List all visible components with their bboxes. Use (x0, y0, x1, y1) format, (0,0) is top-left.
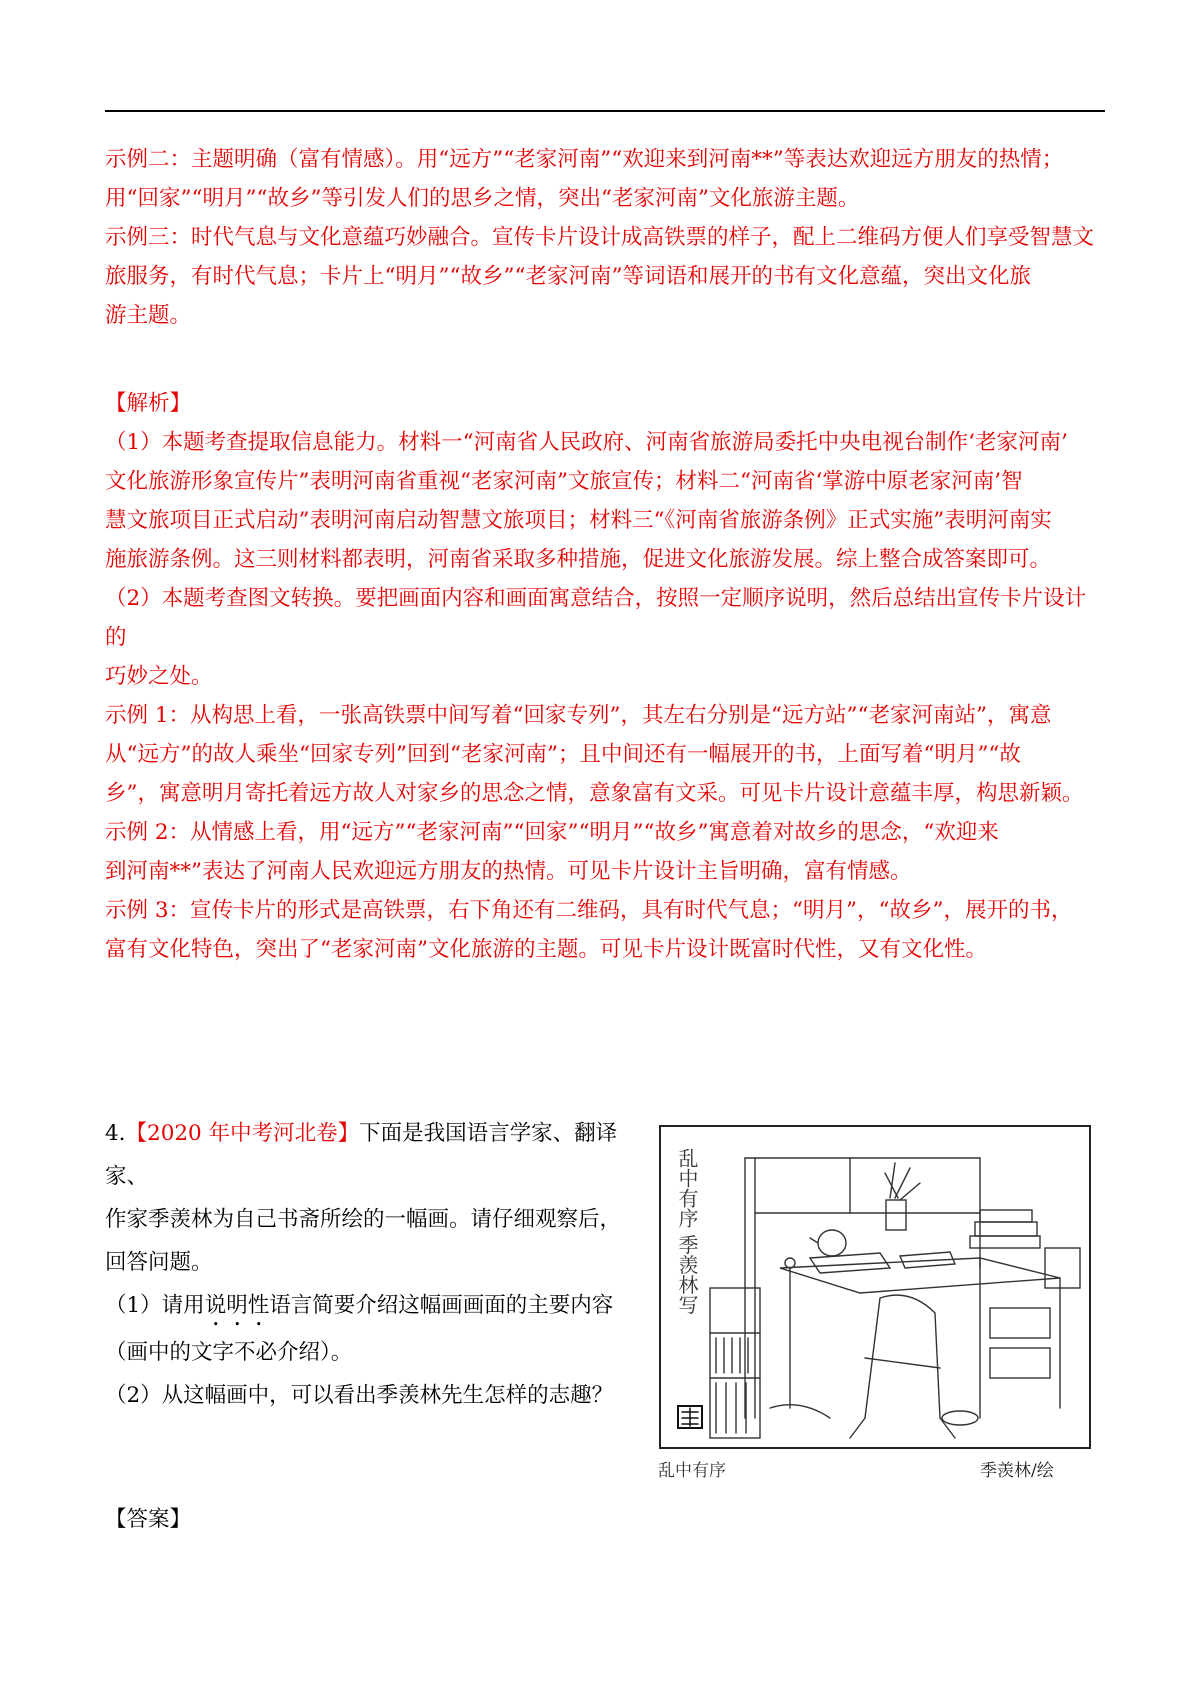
text-line: 示例 3：宣传卡片的形式是高铁票，右下角还有二维码，具有时代气息；“明月”，“故乡”，展开的书， (105, 898, 1073, 923)
text-line: 旅服务，有时代气息；卡片上“明月”“故乡”“老家河南”等词语和展开的书有文化意蕴，突出文化旅 (105, 264, 1031, 289)
question-4-intro (105, 1112, 625, 1198)
question-number: 4. (105, 1121, 126, 1146)
inscription-vertical: 乱中有序 季羡林写 (675, 1148, 699, 1315)
text-line: 巧妙之处。 (105, 664, 213, 689)
text-line: 乡”，寓意明月寄托着远方故人对家乡的思念之情，意象富有文采。可见卡片设计意蕴丰厚，构思新颖。 (105, 781, 1084, 806)
analysis-section (105, 384, 1105, 969)
answer-heading: 【答案】 (105, 1507, 192, 1532)
caption-left: 乱中有序 (658, 1461, 726, 1481)
text-line: 用“回家”“明月”“故乡”等引发人们的思乡之情，突出“老家河南”文化旅游主题。 (105, 186, 860, 211)
sub-question-text: 语言简要介绍这幅画画面的主要内容 (269, 1293, 614, 1318)
question-text: 作家季羡林为自己书斋所绘的一幅画。请仔细观察后， (105, 1207, 622, 1232)
text-line: 施旅游条例。这三则材料都表明，河南省采取多种措施，促进文化旅游发展。综上整合成答案即可。 (105, 547, 1052, 572)
answer-examples-section (105, 140, 1105, 335)
text-line: 文化旅游形象宣传片”表明河南省重视“老家河南”文旅宣传；材料二“河南省‘掌游中原老家河南’智 (105, 469, 1023, 494)
caption-right: 季羡林/绘 (980, 1461, 1054, 1481)
text-line: 慧文旅项目正式启动”表明河南启动智慧文旅项目；材料三“《河南省旅游条例》正式实施”表明河南实 (105, 508, 1052, 533)
study-sketch-figure (650, 1118, 1098, 1488)
sub-question-text: （1）请用 (105, 1293, 205, 1318)
sub-question-1-note: （画中的文字不必介绍）。 (105, 1340, 353, 1365)
sub-question-1 (105, 1284, 625, 1331)
text-line: 示例三：时代气息与文化意蕴巧妙融合。宣传卡片设计成高铁票的样子，配上二维码方便人们享受智慧文 (105, 225, 1095, 250)
question-source: 【2020 年中考河北卷】 (125, 1121, 360, 1146)
emphasis-word: 说明性 (204, 1293, 270, 1318)
question-text: 回答问题。 (105, 1250, 213, 1275)
text-line: （1）本题考查提取信息能力。材料一“河南省人民政府、河南省旅游局委托中央电视台制作‘老家河南’ (105, 430, 1068, 455)
sub-question-2: （2）从这幅画中，可以看出季羡林先生怎样的志趣？ (105, 1383, 614, 1408)
text-line: 富有文化特色，突出了“老家河南”文化旅游的主题。可见卡片设计既富时代性，又有文化性。 (105, 937, 987, 962)
picture-frame (660, 1126, 1090, 1448)
header-rule (105, 110, 1105, 112)
text-line: （2）本题考查图文转换。要把画面内容和画面寓意结合，按照一定顺序说明，然后总结出宣传卡片设计的 (105, 586, 1087, 650)
text-line: 到河南**”表达了河南人民欢迎远方朋友的热情。可见卡片设计主旨明确，富有情感。 (105, 859, 912, 884)
text-line: 游主题。 (105, 303, 192, 328)
analysis-heading: 【解析】 (105, 391, 192, 416)
question-text: 下面是我国语言学家、翻译家、 (105, 1121, 618, 1189)
study-sketch-drawing (650, 1118, 1098, 1488)
text-line: 示例 1：从构思上看，一张高铁票中间写着“回家专列”，其左右分别是“远方站”“老家河南站”，寓意 (105, 703, 1052, 728)
text-line: 从“远方”的故人乘坐“回家专列”回到“老家河南”；且中间还有一幅展开的书，上面写着“明月”“故 (105, 742, 1021, 767)
text-line: 示例二：主题明确（富有情感）。用“远方”“老家河南”“欢迎来到河南**”等表达欢迎远方朋友的热情； (105, 147, 1064, 172)
text-line: 示例 2：从情感上看，用“远方”“老家河南”“回家”“明月”“故乡”寓意着对故乡的思念，“欢迎来 (105, 820, 999, 845)
question-4 (105, 1112, 625, 1417)
